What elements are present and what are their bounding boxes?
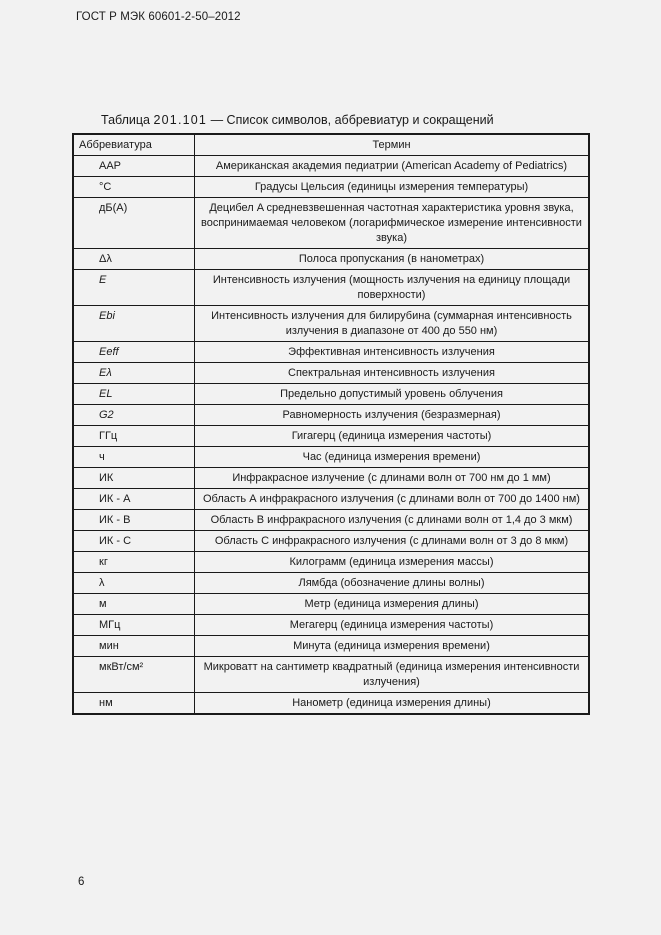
term-cell: Лямбда (обозначение длины волны) — [195, 573, 590, 594]
abbreviation-cell: ГГц — [73, 426, 195, 447]
abbreviation-cell: ААР — [73, 156, 195, 177]
document-header: ГОСТ Р МЭК 60601-2-50–2012 — [76, 11, 241, 23]
abbreviation-cell: λ — [73, 573, 195, 594]
table-row — [73, 552, 589, 573]
table-row — [73, 363, 589, 384]
table-row — [73, 447, 589, 468]
table-row — [73, 594, 589, 615]
table-row — [73, 615, 589, 636]
term-cell: Гигагерц (единица измерения частоты) — [195, 426, 590, 447]
term-cell: Интенсивность излучения для билирубина (суммарная интенсивность излучения в диапазоне от 400 до 550 нм) — [195, 306, 590, 342]
term-cell: Область С инфракрасного излучения (с длинами волн от 3 до 8 мкм) — [195, 531, 590, 552]
table-row — [73, 270, 589, 306]
table-caption — [101, 113, 494, 127]
table-row — [73, 693, 589, 715]
page-number: 6 — [78, 876, 85, 888]
table-row — [73, 405, 589, 426]
table-body — [73, 156, 589, 715]
table-row — [73, 489, 589, 510]
term-cell: Метр (единица измерения длины) — [195, 594, 590, 615]
abbreviation-cell: ИК - B — [73, 510, 195, 531]
caption-text: — Список символов, аббревиатур и сокращений — [210, 113, 494, 127]
abbreviation-cell: МГц — [73, 615, 195, 636]
table-row — [73, 342, 589, 363]
table-row — [73, 468, 589, 489]
table-row — [73, 531, 589, 552]
abbreviation-cell: ИК — [73, 468, 195, 489]
abbreviation-cell: Eλ — [73, 363, 195, 384]
term-cell: Спектральная интенсивность излучения — [195, 363, 590, 384]
abbreviation-cell: ч — [73, 447, 195, 468]
abbreviation-cell: дБ(A) — [73, 198, 195, 249]
abbreviation-cell: кг — [73, 552, 195, 573]
term-cell: Микроватт на сантиметр квадратный (единица измерения интенсивности излучения) — [195, 657, 590, 693]
abbreviation-cell: EL — [73, 384, 195, 405]
abbreviation-cell: ИК - C — [73, 531, 195, 552]
caption-number: 201.101 — [153, 113, 208, 127]
abbreviation-cell: Δλ — [73, 249, 195, 270]
abbreviation-cell: ИК - A — [73, 489, 195, 510]
table-row — [73, 198, 589, 249]
table-row — [73, 177, 589, 198]
term-cell: Инфракрасное излучение (с длинами волн от 700 нм до 1 мм) — [195, 468, 590, 489]
abbreviation-cell: мин — [73, 636, 195, 657]
table-row — [73, 249, 589, 270]
table-row — [73, 573, 589, 594]
column-header-term: Термин — [195, 134, 590, 156]
abbreviation-cell: °C — [73, 177, 195, 198]
column-header-abbreviation: Аббревиатура — [73, 134, 195, 156]
term-cell: Область В инфракрасного излучения (с длинами волн от 1,4 до 3 мкм) — [195, 510, 590, 531]
term-cell: Интенсивность излучения (мощность излучения на единицу площади поверхности) — [195, 270, 590, 306]
abbreviation-cell: G2 — [73, 405, 195, 426]
table-row — [73, 306, 589, 342]
term-cell: Килограмм (единица измерения массы) — [195, 552, 590, 573]
table-row — [73, 384, 589, 405]
term-cell: Эффективная интенсивность излучения — [195, 342, 590, 363]
term-cell: Нанометр (единица измерения длины) — [195, 693, 590, 715]
abbreviation-cell: Ebi — [73, 306, 195, 342]
term-cell: Американская академия педиатрии (American Academy of Pediatrics) — [195, 156, 590, 177]
abbreviation-cell: Eeff — [73, 342, 195, 363]
abbreviation-cell: м — [73, 594, 195, 615]
table-row — [73, 156, 589, 177]
table-row — [73, 657, 589, 693]
term-cell: Децибел A средневзвешенная частотная характеристика уровня звука, воспринимаемая человеком (логарифмическое измерение интенсивности звука) — [195, 198, 590, 249]
table-row — [73, 426, 589, 447]
abbreviation-cell: нм — [73, 693, 195, 715]
term-cell: Час (единица измерения времени) — [195, 447, 590, 468]
table-header-row — [73, 134, 589, 156]
caption-prefix: Таблица — [101, 113, 151, 127]
abbreviation-cell: E — [73, 270, 195, 306]
term-cell: Мегагерц (единица измерения частоты) — [195, 615, 590, 636]
term-cell: Предельно допустимый уровень облучения — [195, 384, 590, 405]
symbols-table — [72, 133, 590, 715]
term-cell: Полоса пропускания (в нанометрах) — [195, 249, 590, 270]
term-cell: Область А инфракрасного излучения (с длинами волн от 700 до 1400 нм) — [195, 489, 590, 510]
table-row — [73, 636, 589, 657]
term-cell: Минута (единица измерения времени) — [195, 636, 590, 657]
term-cell: Равномерность излучения (безразмерная) — [195, 405, 590, 426]
table-row — [73, 510, 589, 531]
abbreviation-cell: мкВт/см² — [73, 657, 195, 693]
term-cell: Градусы Цельсия (единицы измерения температуры) — [195, 177, 590, 198]
